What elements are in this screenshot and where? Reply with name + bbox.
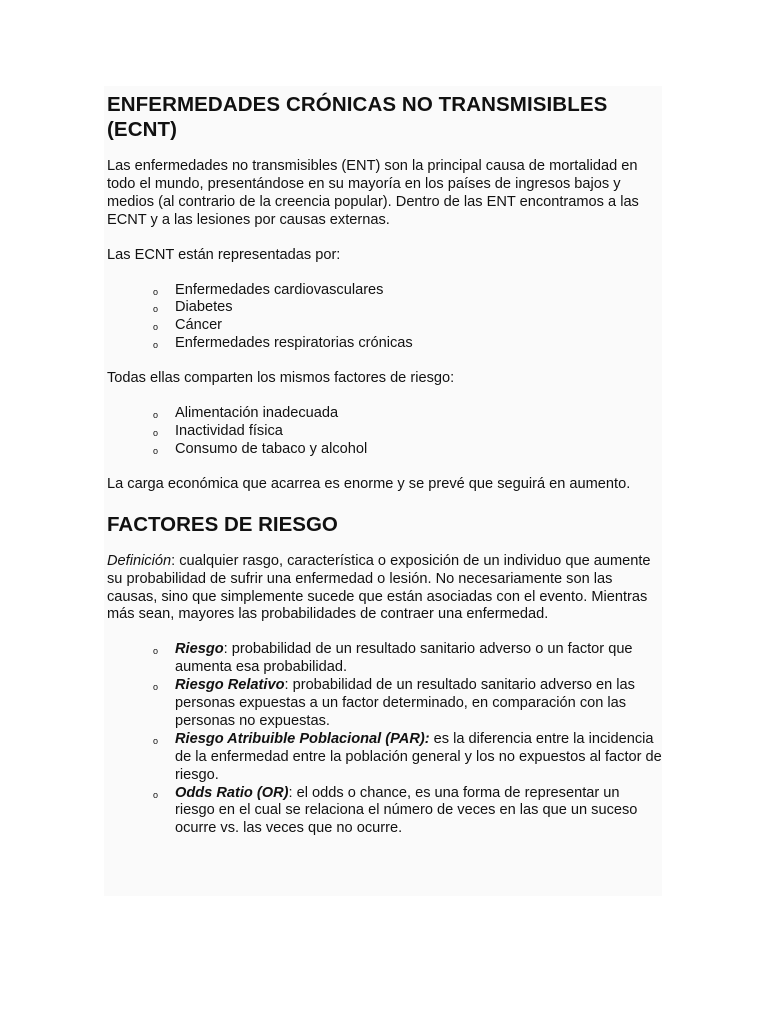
list-item: o Enfermedades respiratorias crónicas [107, 335, 662, 353]
terms-list [107, 641, 662, 838]
section-title: FACTORES DE RIESGO [107, 512, 338, 536]
bullet-icon: o [153, 286, 159, 297]
term-text: es la diferencia entre la incidencia de la enfermedad entre la población general y los no expuestos al factor de riesgo. [175, 730, 662, 783]
bullet-icon: o [153, 735, 159, 746]
bullet-icon: o [153, 646, 159, 657]
bullet-icon: o [153, 682, 159, 693]
bullet-icon: o [153, 789, 159, 800]
bullet-icon: o [153, 322, 159, 333]
bullet-icon: o [153, 427, 159, 438]
risk-intro: Todas ellas comparten los mismos factores de riesgo: [107, 370, 455, 387]
term-text: : el odds o chance, es una forma de representar un riesgo en el cual se relaciona el número de veces en las que un suceso ocurre vs. las veces que no ocurre. [175, 784, 638, 837]
term-label: Odds Ratio (OR) [175, 784, 289, 801]
list-item [107, 785, 662, 839]
term-label: Riesgo Atribuible Poblacional (PAR): [175, 730, 430, 747]
list-item [107, 731, 662, 785]
intro-paragraph: Las enfermedades no transmisibles (ENT) son la principal causa de mortalidad en todo el mundo, presentándose en su mayoría en los países de ingresos bajos y medios (al contrario de la creencia popular). Dentro de las ENT encontramos a las ECNT y a las lesiones por causas externas. [107, 158, 639, 228]
list-item [107, 677, 662, 731]
bullet-icon: o [153, 304, 159, 315]
list-item: o Enfermedades cardiovasculares [107, 282, 662, 300]
bullet-icon: o [153, 445, 159, 456]
term-label: Riesgo Relativo [175, 677, 285, 694]
term-text: : probabilidad de un resultado sanitario adverso en las personas expuestas a un factor determinado, en comparación con las personas no expuestas. [175, 677, 635, 729]
bullet-icon: o [153, 340, 159, 351]
list-item: o Inactividad física [107, 423, 662, 441]
document-title: ENFERMEDADES CRÓNICAS NO TRANSMISIBLES (ECNT) [107, 93, 608, 141]
list-item: o Alimentación inadecuada [107, 405, 662, 423]
ecnt-list [107, 282, 662, 354]
list-item: o Consumo de tabaco y alcohol [107, 441, 662, 459]
term-label: Riesgo [175, 641, 224, 658]
risk-list [107, 405, 662, 459]
list-item: o Diabetes [107, 299, 662, 317]
definition-text: : cualquier rasgo, característica o exposición de un individuo que aumente su probabilidad de sufrir una enfermedad o lesión. No necesariamente son las causas, sino que simplemente sucede que están asociadas con el evento. Mientras más sean, mayores las probabilidades de contraer una enfermedad. [107, 552, 651, 623]
bullet-icon: o [153, 410, 159, 421]
definition-paragraph [107, 553, 662, 625]
list-item: o Cáncer [107, 317, 662, 335]
ecnt-intro: Las ECNT están representadas por: [107, 246, 341, 263]
list-item [107, 641, 662, 677]
definition-label: Definición [107, 552, 172, 569]
economic-paragraph: La carga económica que acarrea es enorme y se prevé que seguirá en aumento. [107, 475, 631, 492]
document-body [107, 92, 662, 855]
term-text: : probabilidad de un resultado sanitario adverso o un factor que aumenta esa probabilidad. [175, 641, 633, 676]
